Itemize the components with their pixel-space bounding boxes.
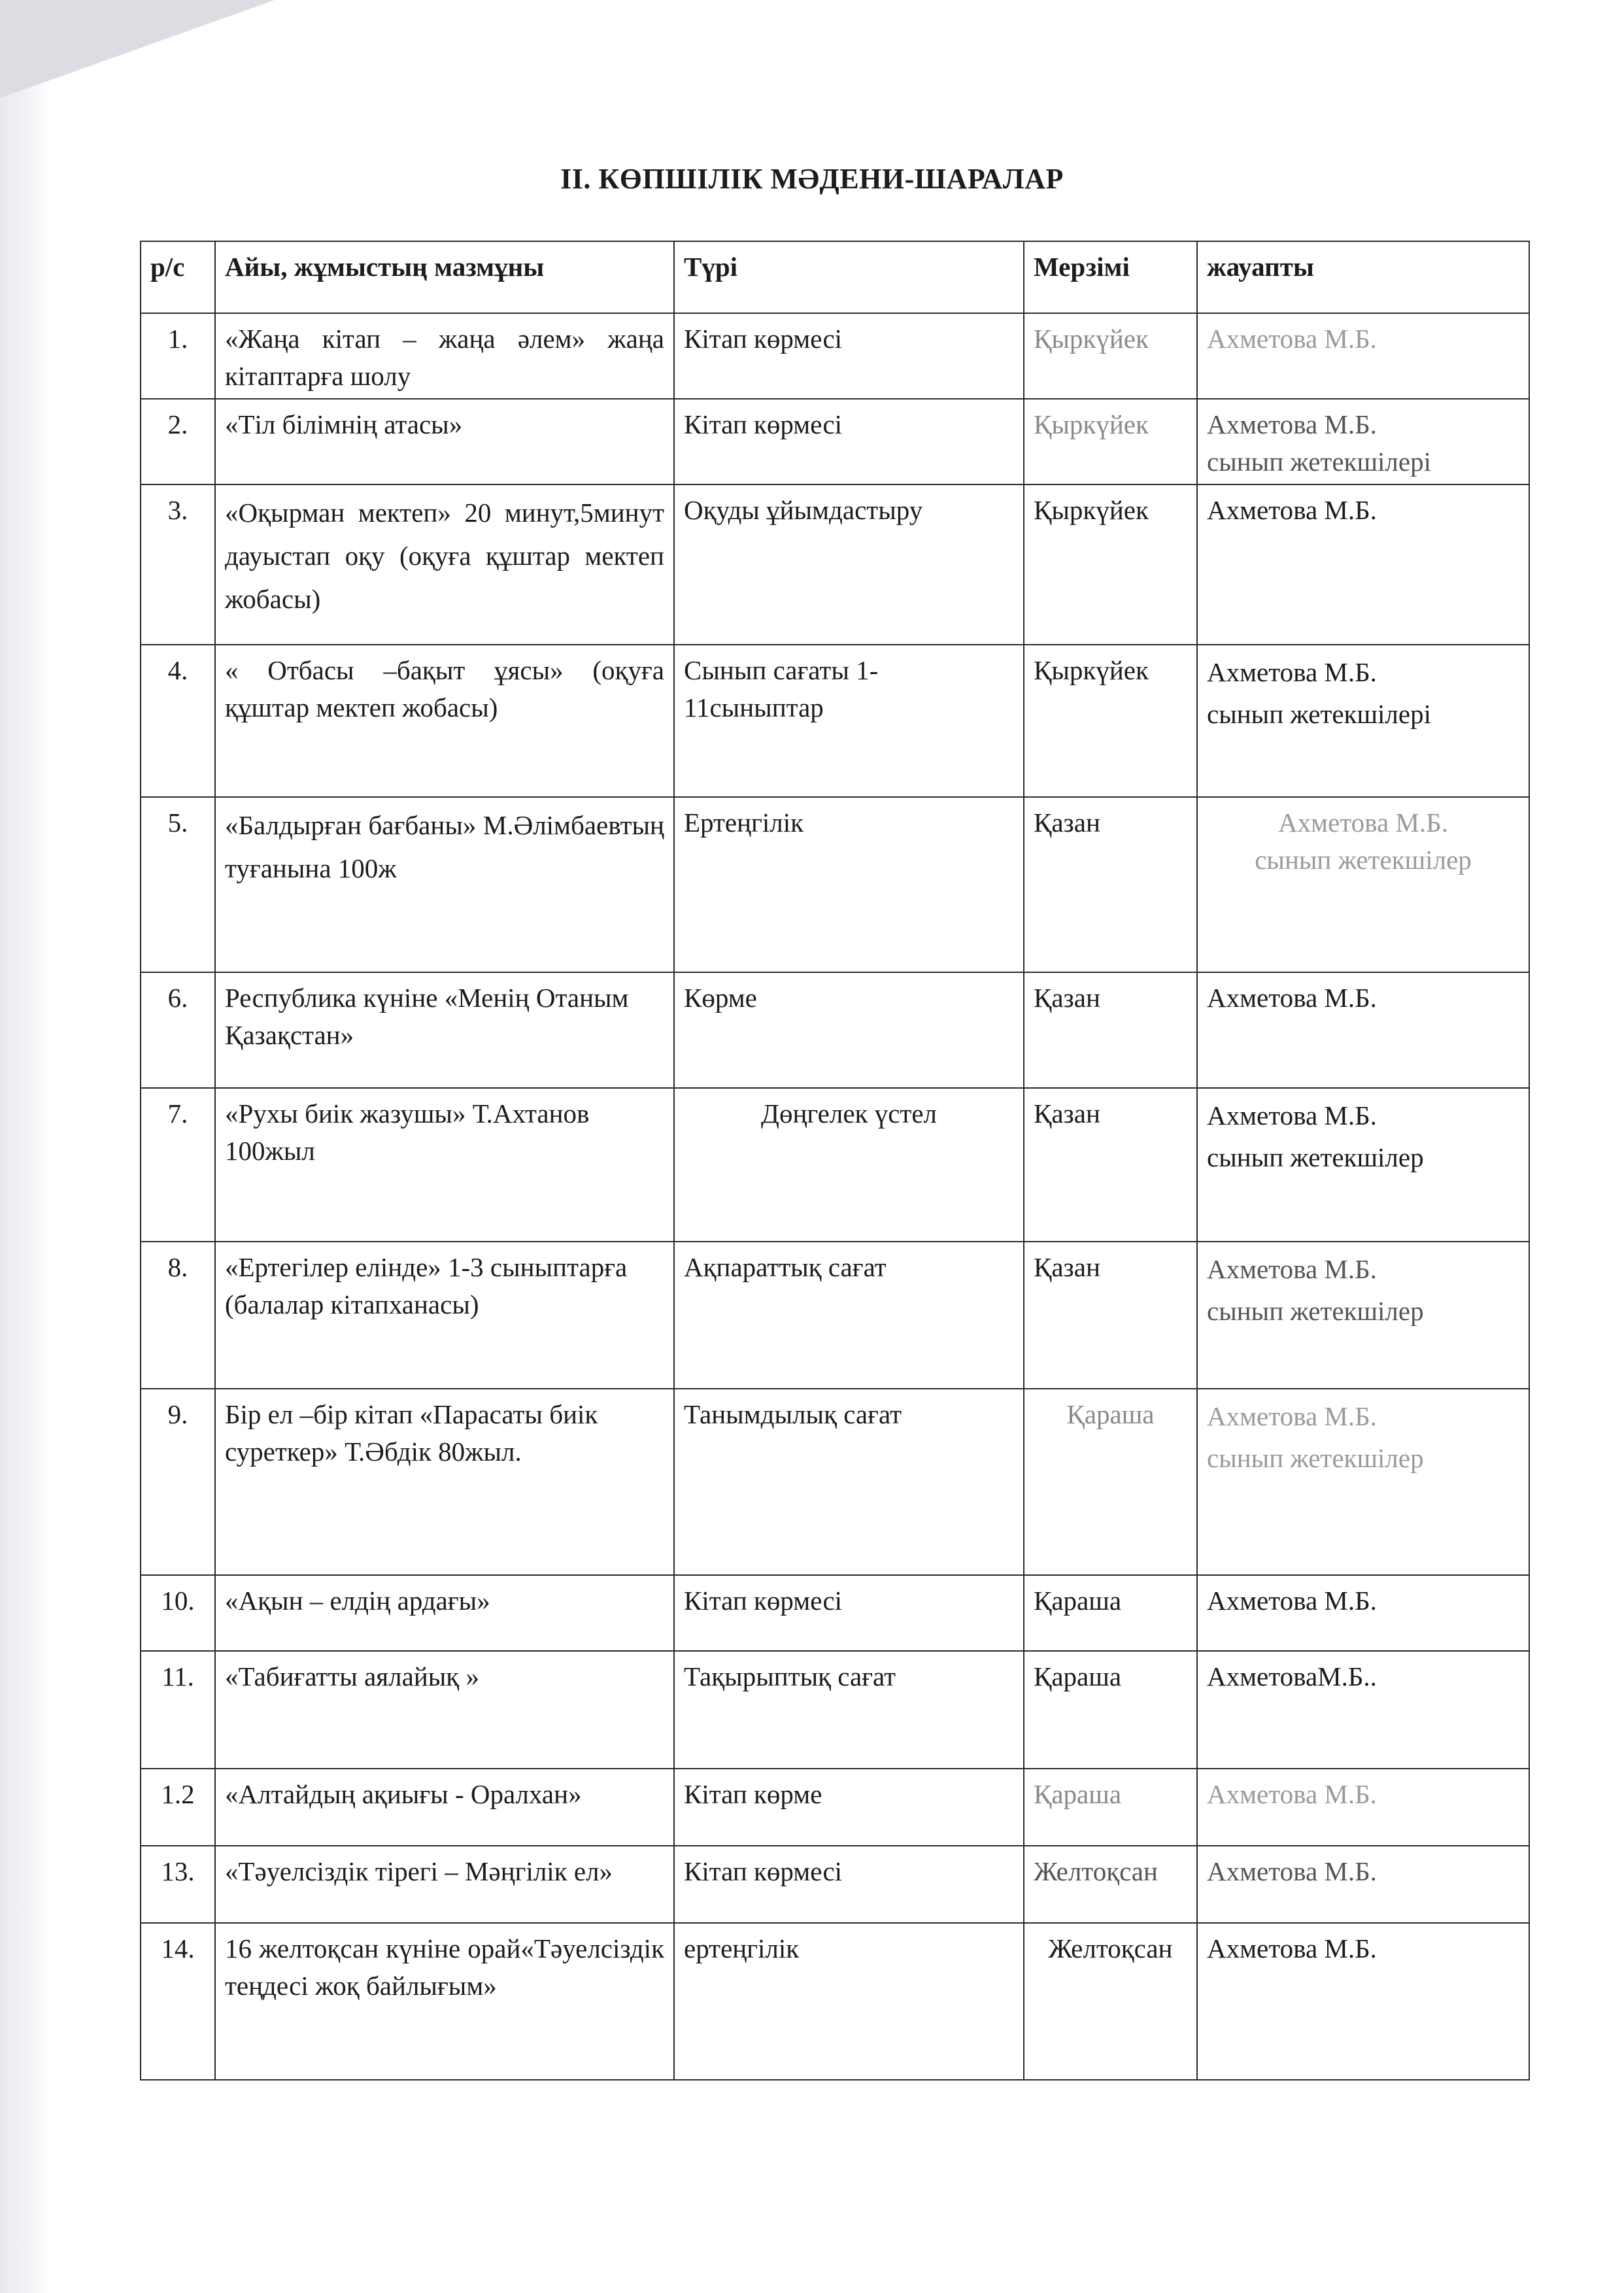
row-type: ертеңгілік <box>674 1923 1024 2080</box>
row-number: 4. <box>141 645 215 797</box>
row-responsible <box>1197 484 1529 645</box>
row-date: Қазан <box>1024 797 1197 972</box>
responsible-name: Ахметова М.Б. <box>1207 495 1377 526</box>
responsible-name: Ахметова М.Б. <box>1207 1401 1377 1432</box>
responsible-name: Ахметова М.Б. <box>1207 1586 1377 1616</box>
row-responsible <box>1197 1242 1529 1389</box>
row-content: Республика күніне «Менің Отаным Қазақстан» <box>215 972 674 1088</box>
row-type: Сынып сағаты 1-11сыныптар <box>674 645 1024 797</box>
row-type: Кітап көрме <box>674 1769 1024 1846</box>
row-date: Қараша <box>1024 1651 1197 1769</box>
row-responsible <box>1197 797 1529 972</box>
row-number: 6. <box>141 972 215 1088</box>
responsible-extra: сынып жетекшілер <box>1207 1295 1424 1326</box>
row-type: Кітап көрмесі <box>674 1575 1024 1651</box>
row-date: Қазан <box>1024 972 1197 1088</box>
row-content: «Алтайдың ақиығы - Оралхан» <box>215 1769 674 1846</box>
row-date: Қараша <box>1024 1769 1197 1846</box>
row-number: 11. <box>141 1651 215 1769</box>
responsible-extra: сынып жетекшілері <box>1207 446 1431 477</box>
row-content: «Балдырған бағбаны» М.Әлімбаевтың туғанына 100ж <box>215 797 674 972</box>
row-date: Қыркүйек <box>1024 313 1197 399</box>
row-number: 7. <box>141 1088 215 1242</box>
row-number: 14. <box>141 1923 215 2080</box>
row-responsible <box>1197 1651 1529 1769</box>
row-responsible <box>1197 1389 1529 1575</box>
row-content: Бір ел –бір кітап «Парасаты биік суреткер» Т.Әбдік 80жыл. <box>215 1389 674 1575</box>
responsible-name: Ахметова М.Б. <box>1207 324 1377 354</box>
row-content: «Табиғатты аялайық » <box>215 1651 674 1769</box>
responsible-name: Ахметова М.Б. <box>1207 1856 1377 1887</box>
row-type: Ертеңгілік <box>674 797 1024 972</box>
responsible-name: Ахметова М.Б. <box>1278 807 1448 838</box>
table-row <box>141 313 1529 399</box>
table-row <box>141 1769 1529 1846</box>
row-responsible <box>1197 1846 1529 1923</box>
row-date: Қазан <box>1024 1088 1197 1242</box>
responsible-name: Ахметова М.Б. <box>1207 1779 1377 1810</box>
row-date: Қараша <box>1024 1575 1197 1651</box>
row-type: Оқуды ұйымдастыру <box>674 484 1024 645</box>
responsible-extra: сынып жетекшілер <box>1207 1442 1424 1473</box>
responsible-name: Ахметова М.Б. <box>1207 1254 1377 1285</box>
row-date: Желтоқсан <box>1024 1846 1197 1923</box>
table-row <box>141 972 1529 1088</box>
responsible-extra: сынып жетекшілері <box>1207 698 1431 729</box>
row-responsible <box>1197 1575 1529 1651</box>
row-content: «Жаңа кітап – жаңа әлем» жаңа кітаптарға шолу <box>215 313 674 399</box>
row-responsible <box>1197 1769 1529 1846</box>
row-responsible <box>1197 1923 1529 2080</box>
table-row <box>141 797 1529 972</box>
row-type: Ақпараттық сағат <box>674 1242 1024 1389</box>
row-responsible <box>1197 313 1529 399</box>
row-type: Тақырыптық сағат <box>674 1651 1024 1769</box>
responsible-name: Ахметова М.Б. <box>1207 1100 1377 1131</box>
row-number: 5. <box>141 797 215 972</box>
page-title: ІІ. КӨПШІЛІК МӘДЕНИ-ШАРАЛАР <box>560 163 1064 195</box>
row-date: Қыркүйек <box>1024 399 1197 484</box>
row-responsible <box>1197 1088 1529 1242</box>
row-content: «Рухы биік жазушы» Т.Ахтанов 100жыл <box>215 1088 674 1242</box>
row-responsible <box>1197 399 1529 484</box>
row-date: Желтоқсан <box>1024 1923 1197 2080</box>
row-number: 3. <box>141 484 215 645</box>
responsible-name: Ахметова М.Б. <box>1207 409 1377 440</box>
responsible-extra: сынып жетекшілер <box>1255 844 1472 875</box>
header-num: р/с <box>141 241 215 313</box>
table-row <box>141 1651 1529 1769</box>
row-content: «Ақын – елдің ардағы» <box>215 1575 674 1651</box>
table-row <box>141 1846 1529 1923</box>
scan-shadow-corner <box>0 0 275 98</box>
row-type: Кітап көрмесі <box>674 313 1024 399</box>
header-content: Айы, жұмыстың мазмұны <box>215 241 674 313</box>
row-number: 8. <box>141 1242 215 1389</box>
row-content: « Отбасы –бақыт ұясы» (оқуға құштар мектеп жобасы) <box>215 645 674 797</box>
table-row <box>141 1923 1529 2080</box>
table-row <box>141 1088 1529 1242</box>
row-date: Қараша <box>1024 1389 1197 1575</box>
events-table <box>140 241 1530 2081</box>
responsible-name: Ахметова М.Б. <box>1207 1933 1377 1964</box>
row-content: «Оқырман мектеп» 20 минут,5минут дауыстап оқу (оқуға құштар мектеп жобасы) <box>215 484 674 645</box>
row-type: Танымдылық сағат <box>674 1389 1024 1575</box>
scan-shadow-left <box>0 0 51 2293</box>
responsible-name: АхметоваМ.Б.. <box>1207 1661 1377 1692</box>
responsible-name: Ахметова М.Б. <box>1207 983 1377 1013</box>
row-type: Көрме <box>674 972 1024 1088</box>
row-type: Кітап көрмесі <box>674 399 1024 484</box>
table-header-row <box>141 241 1529 313</box>
header-responsible: жауапты <box>1197 241 1529 313</box>
row-responsible <box>1197 645 1529 797</box>
row-content: 16 желтоқсан күніне орай«Тәуелсіздік теңдесі жоқ байлығым» <box>215 1923 674 2080</box>
row-type: Дөңгелек үстел <box>674 1088 1024 1242</box>
row-content: «Ертегілер елінде» 1-3 сыныптарға (балалар кітапханасы) <box>215 1242 674 1389</box>
row-number: 9. <box>141 1389 215 1575</box>
row-date: Қазан <box>1024 1242 1197 1389</box>
row-type: Кітап көрмесі <box>674 1846 1024 1923</box>
table-row <box>141 645 1529 797</box>
table-row <box>141 484 1529 645</box>
row-number: 2. <box>141 399 215 484</box>
row-date: Қыркүйек <box>1024 484 1197 645</box>
row-number: 1. <box>141 313 215 399</box>
responsible-extra: сынып жетекшілер <box>1207 1142 1424 1172</box>
row-content: «Тәуелсіздік тірегі – Мәңгілік ел» <box>215 1846 674 1923</box>
table-row <box>141 399 1529 484</box>
header-date: Мерзімі <box>1024 241 1197 313</box>
row-date: Қыркүйек <box>1024 645 1197 797</box>
responsible-name: Ахметова М.Б. <box>1207 657 1377 688</box>
header-type: Түрі <box>674 241 1024 313</box>
row-number: 10. <box>141 1575 215 1651</box>
row-number: 13. <box>141 1846 215 1923</box>
table-row <box>141 1389 1529 1575</box>
table-row <box>141 1242 1529 1389</box>
row-number: 1.2 <box>141 1769 215 1846</box>
row-content: «Тіл білімнің атасы» <box>215 399 674 484</box>
table-row <box>141 1575 1529 1651</box>
row-responsible <box>1197 972 1529 1088</box>
